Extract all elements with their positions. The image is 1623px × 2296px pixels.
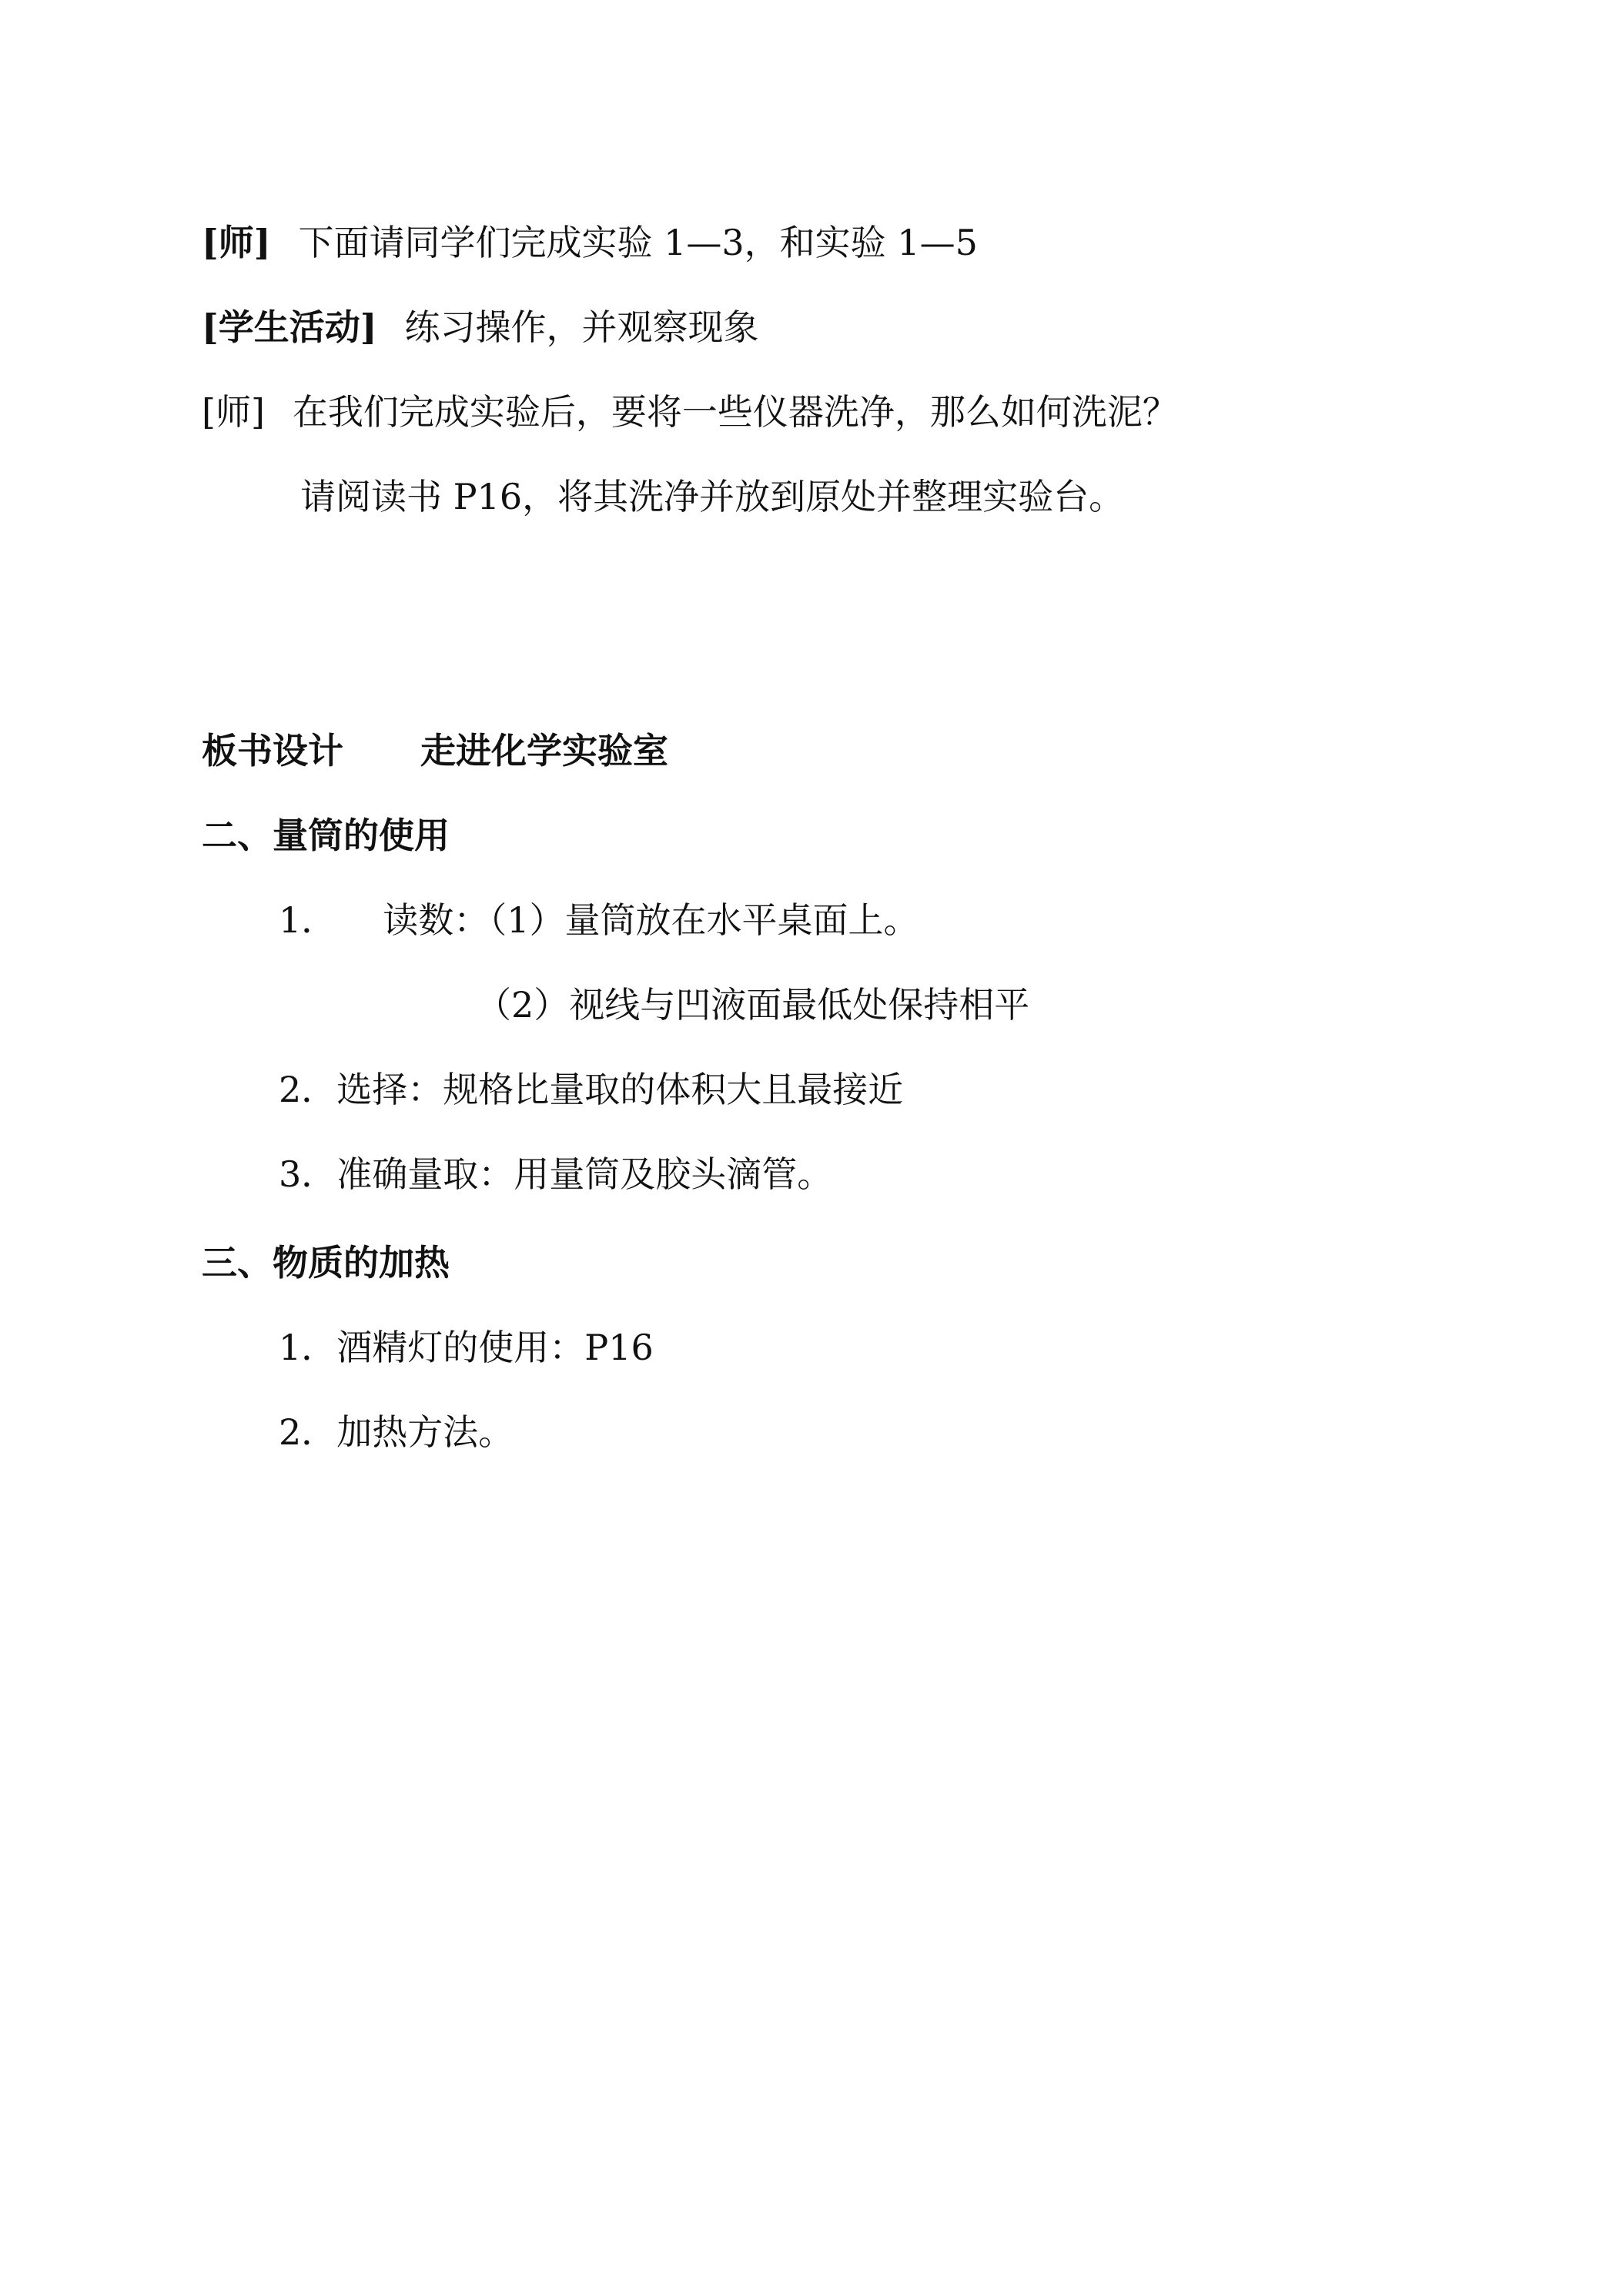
dialogue-line-1 — [202, 219, 978, 266]
speaker-label: [师] — [202, 391, 265, 433]
dialogue-line-3 — [202, 389, 1178, 435]
list-item: 2．选择：规格比量取的体积大且最接近 — [279, 1069, 904, 1110]
board-title: 走进化学实验室 — [420, 730, 668, 771]
dialogue-text: 在我们完成实验后，要将一些仪器洗净，那么如何洗泥？ — [292, 391, 1178, 433]
dialogue-text: 练习操作，并观察现象 — [404, 306, 759, 348]
dialogue-line-2 — [202, 304, 759, 350]
item-text: 读数：（1）量筒放在水平桌面上。 — [383, 899, 919, 941]
list-item: 3．准确量取：用量筒及胶头滴管。 — [279, 1153, 833, 1195]
list-item: 1．酒精灯的使用：P16 — [279, 1327, 654, 1368]
list-item — [279, 897, 919, 943]
board-label: 板书设计 — [202, 730, 343, 771]
dialogue-line-4 — [300, 474, 1124, 520]
list-item: 2．加热方法。 — [279, 1411, 514, 1453]
dialogue-text: 请阅读书 P16，将其洗净并放到原处并整理实验台。 — [300, 476, 1125, 517]
speaker-label: [师] — [202, 222, 271, 263]
board-design-header — [202, 728, 668, 774]
dialogue-text: 下面请同学们完成实验 1—3，和实验 1—5 — [298, 222, 978, 263]
list-subitem: （2）视线与凹液面最低处保持相平 — [476, 984, 1030, 1026]
section-heading: 三、物质的加热 — [202, 1242, 450, 1284]
section-heading: 二、量筒的使用 — [202, 815, 450, 856]
speaker-label: [学生活动] — [202, 306, 377, 348]
item-number: 1． — [279, 899, 337, 941]
